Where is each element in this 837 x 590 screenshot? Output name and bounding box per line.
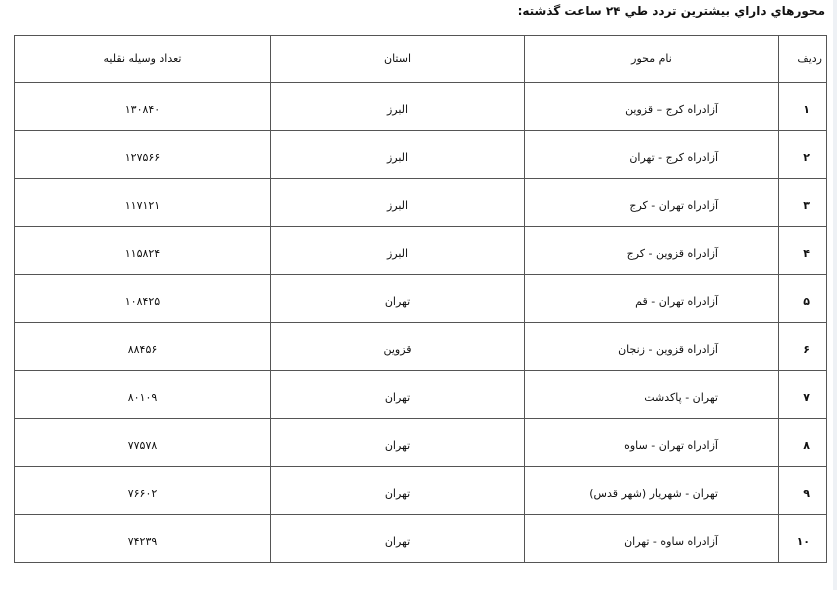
cell-province: تهران bbox=[271, 467, 525, 515]
table-row bbox=[15, 467, 827, 515]
header-vehicle-count: تعداد وسيله نقليه bbox=[15, 36, 271, 83]
cell-rank: ۸ bbox=[779, 419, 827, 467]
cell-vehicle-count: ۱۱۷۱۲۱ bbox=[15, 179, 271, 227]
cell-road-name: آزادراه تهران - کرج bbox=[525, 179, 779, 227]
table-row bbox=[15, 419, 827, 467]
cell-road-name: آزادراه قزوین - زنجان bbox=[525, 323, 779, 371]
cell-province: البرز bbox=[271, 179, 525, 227]
cell-rank: ۴ bbox=[779, 227, 827, 275]
cell-road-name: آزادراه قزوین - کرج bbox=[525, 227, 779, 275]
table-row bbox=[15, 323, 827, 371]
header-province: استان bbox=[271, 36, 525, 83]
traffic-table bbox=[14, 35, 827, 563]
cell-rank: ۶ bbox=[779, 323, 827, 371]
table-row bbox=[15, 515, 827, 563]
cell-province: قزوین bbox=[271, 323, 525, 371]
cell-rank: ۹ bbox=[779, 467, 827, 515]
cell-rank: ۲ bbox=[779, 131, 827, 179]
cell-rank: ۳ bbox=[779, 179, 827, 227]
cell-vehicle-count: ۱۱۵۸۲۴ bbox=[15, 227, 271, 275]
cell-rank: ۱۰ bbox=[779, 515, 827, 563]
cell-rank: ۷ bbox=[779, 371, 827, 419]
cell-vehicle-count: ۷۴۲۳۹ bbox=[15, 515, 271, 563]
table-row bbox=[15, 227, 827, 275]
header-row bbox=[15, 36, 827, 83]
cell-road-name: آزادراه ساوه - تهران bbox=[525, 515, 779, 563]
cell-vehicle-count: ۱۰۸۴۲۵ bbox=[15, 275, 271, 323]
cell-rank: ۵ bbox=[779, 275, 827, 323]
cell-road-name: تهران - پاکدشت bbox=[525, 371, 779, 419]
cell-vehicle-count: ۷۷۵۷۸ bbox=[15, 419, 271, 467]
cell-vehicle-count: ۷۶۶۰۲ bbox=[15, 467, 271, 515]
cell-province: تهران bbox=[271, 371, 525, 419]
cell-province: البرز bbox=[271, 131, 525, 179]
cell-road-name: آزادراه تهران - ساوه bbox=[525, 419, 779, 467]
cell-rank: ۱ bbox=[779, 83, 827, 131]
header-rank: رديف bbox=[779, 36, 827, 83]
table-heading: محورهاي داراي بيشترين تردد طي ۲۴ ساعت گذشته: bbox=[517, 4, 825, 18]
cell-province: تهران bbox=[271, 515, 525, 563]
cell-road-name: تهران - شهریار (شهر قدس) bbox=[525, 467, 779, 515]
cell-road-name: آزادراه تهران - قم bbox=[525, 275, 779, 323]
cell-province: البرز bbox=[271, 83, 525, 131]
table-row bbox=[15, 131, 827, 179]
cell-road-name: آزادراه کرج - تهران bbox=[525, 131, 779, 179]
cell-province: تهران bbox=[271, 275, 525, 323]
cell-vehicle-count: ۱۲۷۵۶۶ bbox=[15, 131, 271, 179]
cell-vehicle-count: ۸۰۱۰۹ bbox=[15, 371, 271, 419]
table-row bbox=[15, 83, 827, 131]
cell-vehicle-count: ۸۸۴۵۶ bbox=[15, 323, 271, 371]
cell-vehicle-count: ۱۳۰۸۴۰ bbox=[15, 83, 271, 131]
cell-road-name: آزادراه كرج – قزوين bbox=[525, 83, 779, 131]
header-road-name: نام محور bbox=[525, 36, 779, 83]
table-row bbox=[15, 275, 827, 323]
table-row bbox=[15, 371, 827, 419]
cell-province: تهران bbox=[271, 419, 525, 467]
cell-province: البرز bbox=[271, 227, 525, 275]
table-row bbox=[15, 179, 827, 227]
